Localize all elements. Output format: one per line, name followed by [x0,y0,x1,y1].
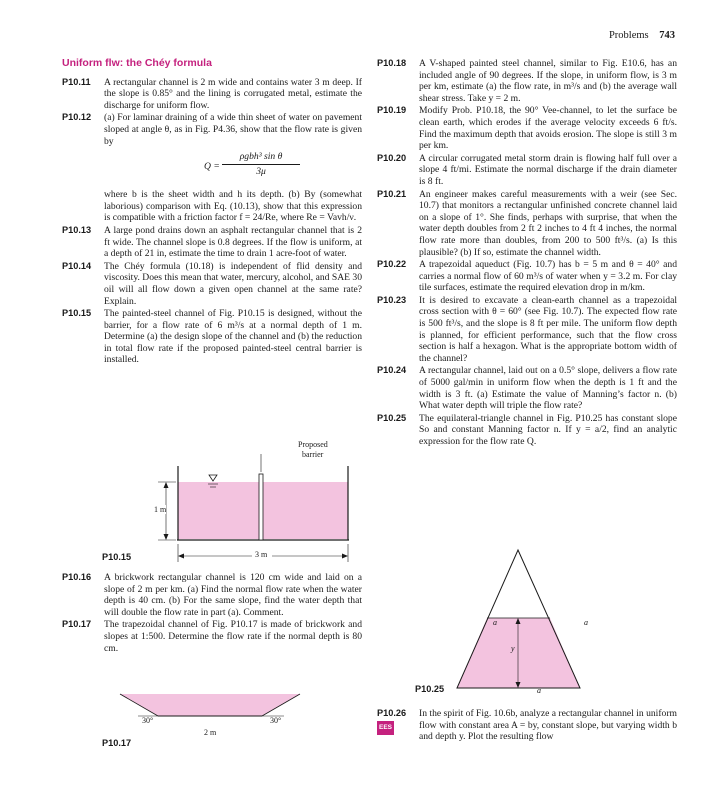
problem-text: where b is the sheet width and h its depth. (b) By (somewhat laborious) comparison with Eq. (10.13), show that this expression is compatible with a friction factor f = 24/Re, where Re = Vavh/ν. [104,189,362,224]
formula-fraction [222,151,300,177]
problem-p10-20 [377,153,677,188]
problem-id: P10.19 [377,105,407,116]
problem-p10-26 [377,708,677,743]
problem-text: The trapezoidal channel of Fig. P10.17 is made of brickwork and slopes at 1:500. Determine the flow rate if the normal depth is 80 cm. [104,619,362,654]
problem-p10-19 [377,105,677,151]
problem-id: P10.20 [377,152,407,163]
arrow-left-icon [178,554,184,559]
problem-p10-18 [377,58,677,104]
depth-label: y [511,644,515,653]
figure-p10-17 [62,690,362,750]
problem-text: The Chéy formula (10.18) is independent of flid density and viscosity. Does this mean that water, mercury, alcohol, and SAE 30 oil will all flow down a given open channel at the same rate? Explain. [104,260,362,307]
arrow-right-icon [342,554,348,559]
problem-p10-24 [377,365,677,411]
problem-p10-17 [62,619,362,654]
water-surface-icon [209,475,217,481]
barrier-label: barrier [302,450,324,459]
problem-text: Modify Prob. P10.18, the 90° Vee-channel, to let the surface be clean earth, which erodes if the average velocity exceeds 6 ft/s. Find the maximum depth that avoids erosion. The slope is still 3 m per km. [419,105,677,152]
problem-id: P10.18 [377,58,407,68]
running-head [609,30,675,41]
problem-p10-16 [62,572,362,618]
problem-p10-22 [377,259,677,294]
figure-label: P10.15 [102,552,132,562]
barrier [259,474,263,540]
equilateral-triangle-channel-diagram [377,548,677,698]
problem-id: P10.15 [62,308,92,319]
figure-p10-15 [62,436,362,568]
problem-id: P10.26 [377,708,407,718]
problem-text: A trapezoidal aqueduct (Fig. 10.7) has b = 5 m and θ = 40° and carries a normal flow of 60 m³/s of water when y = 3.2 m. For clay tile surfaces, estimate the required elevation drop in m/km. [419,259,677,294]
width-label: 3 m [255,550,268,559]
problem-p10-13 [62,225,362,260]
problem-id: P10.24 [377,365,407,376]
problem-p10-15 [62,308,362,366]
arrow-down-icon [164,534,169,540]
problem-text: A rectangular channel, laid out on a 0.5° slope, delivers a flow rate of 5000 gal/min in uniform flow when the depth is 1 ft and the width is 3 ft. (a) Estimate the value of Manning’s factor n. (b) What water depth will triple the flow rate? [419,365,677,412]
problem-text: A large pond drains down an asphalt rectangular channel that is 2 ft wide. The channel slope is 0.8 degrees. If the flow is uniform, at a depth of 21 in, estimate the time to drain 1 acre-foot of water. [104,224,362,260]
figure-p10-25 [377,548,677,698]
problem-p10-14 [62,261,362,307]
problem-text: A rectangular channel is 2 m wide and contains water 3 m deep. If the slope is 0.85° and the lining is corrugated metal, estimate the discharge for uniform flow. [104,76,362,111]
problem-text: (a) For laminar draining of a wide thin sheet of water on pavement sloped at angle θ, as in Fig. P4.36, show that the flow rate is given by [104,112,362,147]
problem-p10-11 [62,77,362,112]
figure-label: P10.17 [102,738,132,748]
problem-text: In the spirit of Fig. 10.6b, analyze a rectangular channel in uniform flow with constant area A = by, constant slope, but varying width b and depth y. Plot the resulting flow [419,708,677,743]
left-column-lower [62,572,362,655]
angle-label-left: 30° [142,716,154,725]
problem-id: P10.21 [377,188,407,199]
formula-numerator: ρgbh³ sin θ [222,151,300,165]
problem-id: P10.22 [377,259,407,270]
problem-id: P10.25 [377,412,407,423]
problem-text: An engineer makes careful measurements with a weir (see Sec. 10.7) that monitors a rectangular unfinished concrete channel laid on a slope of 1°. She finds, perhaps with surprise, that when the water depth doubles from 2 ft 2 inches to 4 ft 4 inches, the normal flow rate more than doubles, from 200 to 500 ft³/s. (a) Is this plausible? (b) If so, estimate the channel width. [419,188,677,258]
arrow-up-icon [164,482,169,488]
right-column [377,58,677,449]
problem-text: A V-shaped painted steel channel, similar to Fig. E10.6, has an included angle of 90 degrees. If the slope, in uniform flow, is 3 m per km, estimate (a) the flow rate, in m³/s and (b) the average wall shear stress. Take y = 2 m. [419,58,677,104]
section-name: Problems [608,30,649,41]
right-column-lower [377,708,677,744]
water-region [457,618,580,688]
problem-text: The painted-steel channel of Fig. P10.15 is designed, without the barrier, for a flow rate of 6 m³/s at a normal depth of 1 m. Determine (a) the design slope of the channel and (b) the reduction in total flow rate if the proposed painted-steel central barrier is installed. [104,308,362,366]
base-label: a [537,686,541,695]
left-column [62,58,362,367]
problem-id: P10.11 [62,76,91,87]
problem-id: P10.13 [62,224,92,235]
figure-label: P10.25 [415,684,445,694]
problem-p10-21 [377,189,677,259]
problem-id: P10.17 [62,619,92,630]
problem-id: P10.14 [62,260,92,271]
problem-id: P10.16 [62,572,92,582]
problem-text: The equilateral-triangle channel in Fig. P10.25 has constant slope So and constant Manning factor n. If y = a/2, find an analytic expression for the flow rate Q. [419,412,677,447]
side-label-right: a [584,618,588,627]
bottom-width-label: 2 m [204,728,217,737]
problem-id: P10.23 [377,294,407,305]
page-number: 743 [659,30,675,41]
flow-rate-formula [62,149,362,183]
problem-text: A brickwork rectangular channel is 120 cm wide and laid on a slope of 2 m per km. (a) Find the normal flow rate when the water depth is 40 cm. (b) For the same slope, find the water depth that will double the flow rate in part (a). Comment. [104,572,362,618]
barrier-label: Proposed [298,440,328,449]
problem-p10-12 [62,112,362,147]
problem-id: P10.12 [62,112,92,123]
formula-lhs: Q = [204,161,220,173]
side-label-left: a [493,618,497,627]
section-heading: Uniform flw: the Chéy formula [62,57,212,69]
ebs-badge [377,721,394,735]
problem-text: A circular corrugated metal storm drain is flowing half full over a slope 4 ft/mi. Estimate the normal discharge if the drain diameter is 8 ft. [419,152,677,187]
problem-text: It is desired to excavate a clean-earth channel as a trapezoidal cross section with θ = 60° (see Fig. 10.7). The expected flow rate is 500 ft³/s, and the slope is 8 ft per mile. The uniform flow depth is planned, for efficient performance, such that the flow cross section is half a hexagon. What is the appropriate bottom width of the channel? [419,294,677,364]
ebs-badge-text: EES [377,721,394,735]
problem-p10-25 [377,413,677,448]
problem-p10-12-continued [62,189,362,224]
water-region [120,694,300,716]
problem-p10-23 [377,295,677,365]
angle-label-right: 30° [270,716,282,725]
depth-label: 1 m [154,505,167,514]
formula-denominator: 3μ [256,165,266,177]
